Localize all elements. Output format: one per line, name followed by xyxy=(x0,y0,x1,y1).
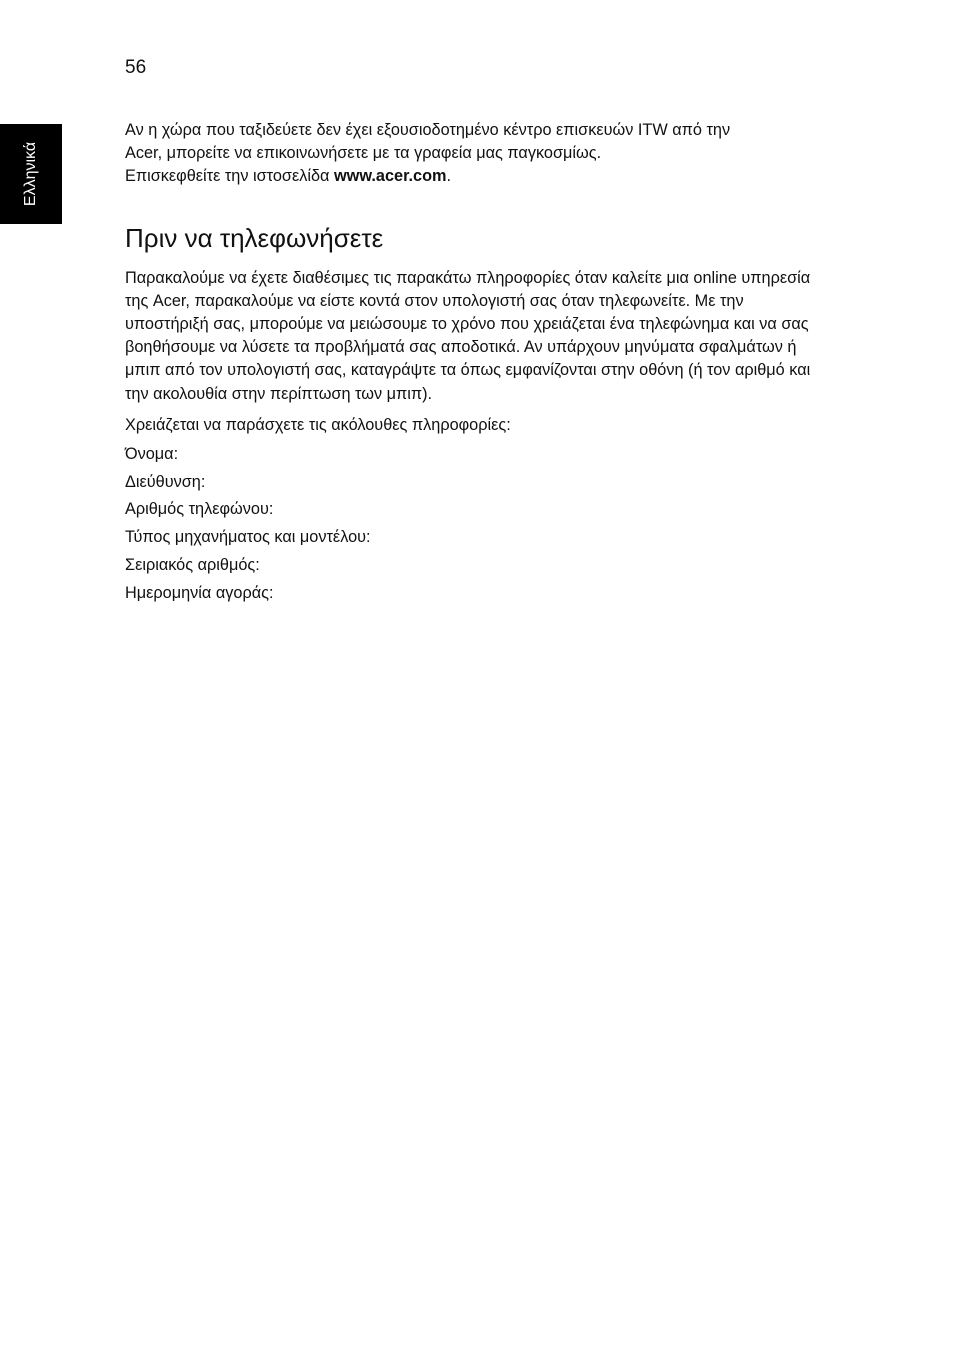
list-item: Διεύθυνση: xyxy=(125,472,206,491)
intro-paragraph xyxy=(125,119,825,189)
section-body-paragraph: Παρακαλούμε να έχετε διαθέσιμες τις παρακάτω πληροφορίες όταν καλείτε μια online υπηρεσία της Acer, παρακαλούμε να είστε κοντά στον υπολογιστή σας όταν τηλεφωνείτε. Με την υποστήριξή σας, μπορούμε να μειώσουμε το χρόνο που χρειάζεται ένα τηλεφώνημα και να σας βοηθήσουμε να λύσετε τα προβλήματά σας αποδοτικά. Αν υπάρχουν μηνύματα σφαλμάτων ή μπιπ από τον υπολογιστή σας, καταγράψτε τα όπως εμφανίζονται στην οθόνη (ή τον αριθμό και την ακολουθία στην περίπτωση των μπιπ). xyxy=(125,268,811,403)
page-content xyxy=(125,119,825,609)
intro-line-1: Αν η χώρα που ταξιδεύετε δεν έχει εξουσιοδοτημένο κέντρο επισκευών ITW από την xyxy=(125,121,731,139)
language-tab-label: Ελληνικά xyxy=(22,141,39,207)
list-item: Αριθμός τηλεφώνου: xyxy=(125,500,274,519)
required-info-intro: Χρειάζεται να παράσχετε τις ακόλουθες πληροφορίες: xyxy=(125,415,511,434)
intro-line-3 xyxy=(125,165,825,188)
intro-line-2: Acer, μπορείτε να επικοινωνήσετε με τα γραφεία μας παγκοσμίως. xyxy=(125,144,602,163)
page-number: 56 xyxy=(125,57,147,78)
list-item: Ημερομηνία αγοράς: xyxy=(125,583,274,602)
acer-website-link[interactable]: www.acer.com xyxy=(334,167,447,186)
intro-line-3-period: . xyxy=(446,167,452,186)
list-item: Όνομα: xyxy=(125,445,179,464)
list-item: Τύπος μηχανήματος και μοντέλου: xyxy=(125,528,371,547)
list-item: Σειριακός αριθμός: xyxy=(125,555,260,574)
language-side-tab xyxy=(0,124,62,224)
section-heading: Πριν να τηλεφωνήσετε xyxy=(125,222,384,253)
required-info-list xyxy=(125,443,825,605)
intro-line-3-text: Επισκεφθείτε την ιστοσελίδα xyxy=(125,167,334,186)
